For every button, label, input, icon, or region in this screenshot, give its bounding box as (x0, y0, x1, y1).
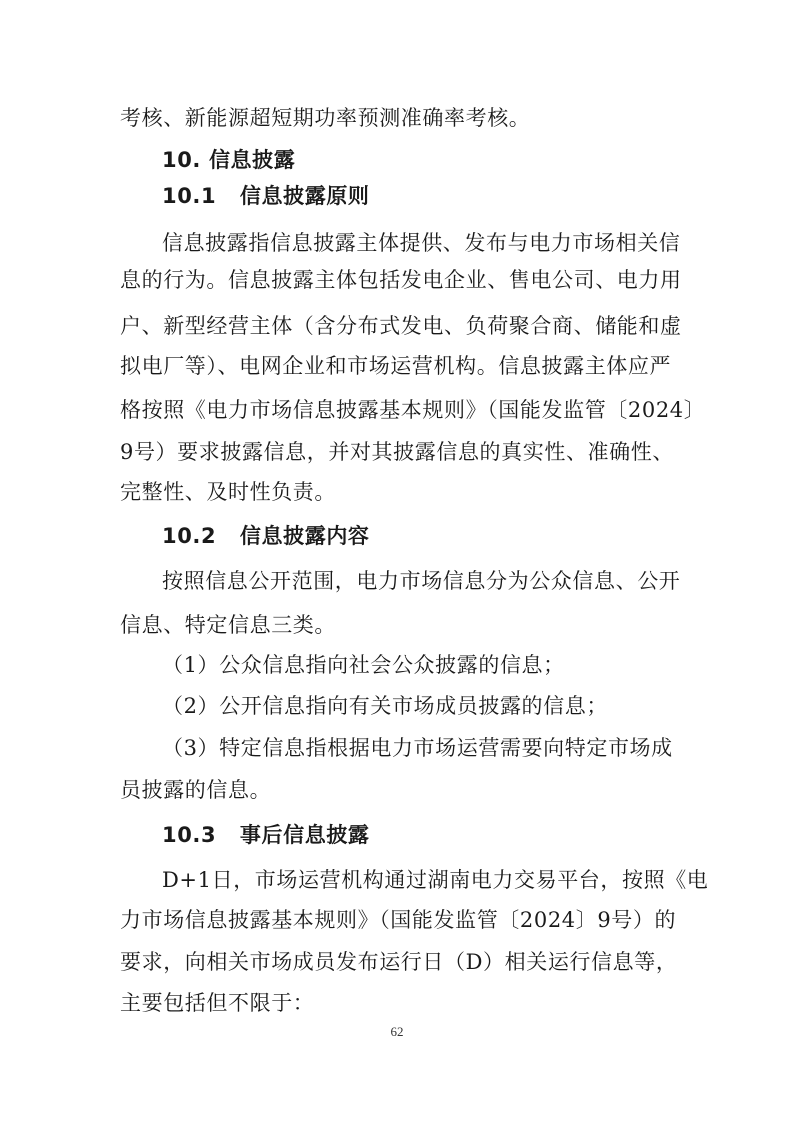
body-text-line: D+1日，市场运营机构通过湖南电力交易平台，按照《电 (162, 868, 709, 892)
section-number: 10.3 (162, 823, 217, 847)
section-title: 信息披露原则 (239, 184, 370, 208)
body-text-line: 完整性、及时性负责。 (120, 480, 336, 504)
body-text-line: 要求，向相关市场成员发布运行日（D）相关运行信息等， (120, 950, 678, 974)
body-text-line: 考核、新能源超短期功率预测准确率考核。 (120, 106, 531, 130)
section-number: 10. (162, 148, 202, 172)
section-title: 事后信息披露 (239, 823, 370, 847)
section-title: 信息披露 (208, 148, 296, 172)
section-heading-10-2 (162, 522, 370, 550)
body-text-line: 9号）要求披露信息，并对其披露信息的真实性、准确性、 (120, 440, 674, 464)
page-number: 62 (390, 1024, 404, 1039)
list-item: （2）公开信息指向有关市场成员披露的信息； (162, 694, 608, 718)
body-text-line: 信息披露指信息披露主体提供、发布与电力市场相关信 (162, 231, 681, 255)
body-text-line: 格按照《电力市场信息披露基本规则》（国能发监管〔2024〕 (120, 398, 706, 422)
section-heading-10 (162, 146, 295, 174)
section-number: 10.1 (162, 184, 217, 208)
section-title: 信息披露内容 (239, 524, 370, 548)
section-heading-10-3 (162, 821, 370, 849)
list-item: （3）特定信息指根据电力市场运营需要向特定市场成 (162, 736, 673, 760)
body-text-line: 员披露的信息。 (120, 778, 272, 802)
body-text-line: 拟电厂等）、电网企业和市场运营机构。信息披露主体应严 (120, 354, 672, 378)
body-text-line: 力市场信息披露基本规则》（国能发监管〔2024〕9号）的 (120, 908, 677, 932)
body-text-line: 息的行为。信息披露主体包括发电企业、售电公司、电力用 (120, 268, 682, 292)
section-heading-10-1 (162, 182, 370, 210)
list-item: （1）公众信息指向社会公众披露的信息； (162, 653, 565, 677)
body-text-line: 主要包括但不限于： (120, 991, 315, 1015)
body-text-line: 按照信息公开范围，电力市场信息分为公众信息、公开 (162, 569, 681, 593)
body-text-line: 户、新型经营主体（含分布式发电、负荷聚合商、储能和虚 (120, 314, 682, 338)
body-text-line: 信息、特定信息三类。 (120, 613, 336, 637)
section-number: 10.2 (162, 524, 217, 548)
